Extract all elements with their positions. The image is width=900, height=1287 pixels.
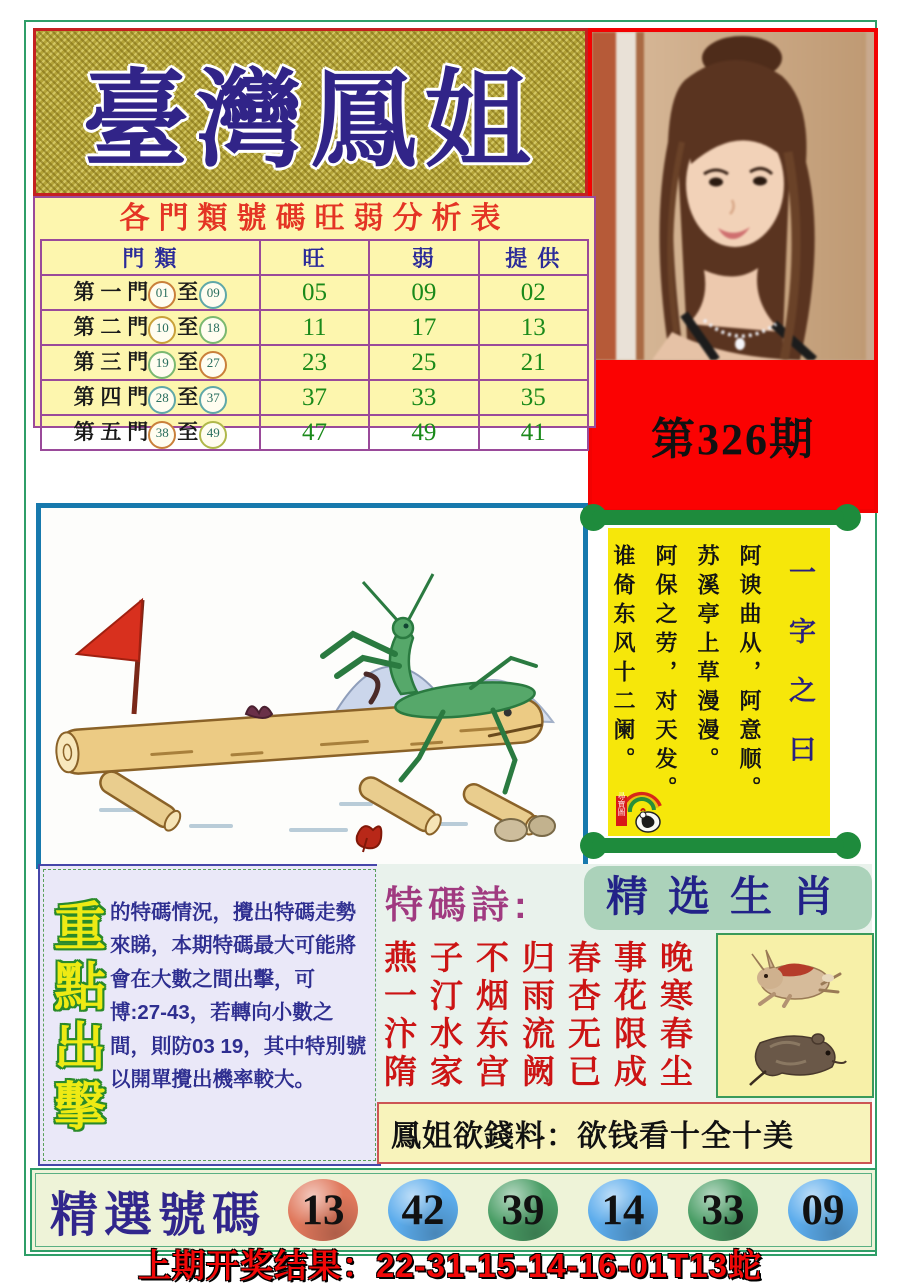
range-end-badge: 27 (199, 351, 227, 379)
key-attack-body: 的特碼情況，攪出特碼走勢來睇，本期特碼最大可能將會在大數之間出擊，可博:27-43，若轉向小數之間，則防03 19，其中特別號以開單攪出機率較大。 (110, 901, 367, 1092)
ball-number: 39 (501, 1186, 545, 1234)
logo-label-chars: 尋寶圖 (617, 792, 626, 816)
scroll-line: 苏溪亭上草漫漫。 (695, 544, 720, 776)
poem-line: 隋家宫阙已成尘 (384, 1055, 706, 1091)
range-start-badge: 38 (148, 421, 176, 449)
poem-line: 一汀烟雨杏花寒 (384, 979, 706, 1015)
range-end-badge: 49 (199, 421, 227, 449)
strong-value: 47 (260, 415, 369, 450)
zodiac-header: 精选生肖 (584, 866, 872, 930)
table-row (41, 275, 588, 310)
special-poem-lines (384, 940, 718, 1092)
to-char: 至 (177, 421, 199, 444)
key-attack-inner (43, 869, 376, 1161)
offer-value: 21 (479, 345, 588, 380)
weak-value: 09 (369, 275, 478, 310)
range-end-badge: 09 (199, 281, 227, 309)
portrait-illustration (592, 32, 866, 360)
analysis-table-title: 各門類號碼旺弱分析表 (119, 202, 510, 235)
table-row (41, 345, 588, 380)
ball-number: 42 (401, 1186, 445, 1234)
analysis-table-panel (33, 196, 596, 446)
treasure-map-logo (612, 780, 668, 836)
weak-value: 33 (369, 380, 478, 415)
col-header-strong: 旺 (260, 240, 369, 275)
cartoon-panel (36, 503, 588, 869)
offer-value: 41 (479, 415, 588, 450)
number-ball (688, 1179, 758, 1241)
range-start-badge: 10 (148, 316, 176, 344)
range-start-badge: 28 (148, 386, 176, 414)
masthead (33, 28, 588, 196)
row-label (41, 415, 260, 450)
vchar: 擊 (53, 1079, 106, 1137)
key-attack-panel (38, 864, 381, 1166)
table-header-row (41, 240, 588, 275)
range-start-badge: 01 (148, 281, 176, 309)
range-start-badge: 19 (148, 351, 176, 379)
scroll-line: 阿谀曲从，阿意顺。 (737, 544, 762, 805)
analysis-table (40, 239, 589, 451)
gate-name: 第 一 門 (73, 281, 149, 304)
money-tip-text: 鳳姐欲錢料：欲钱看十全十美 (391, 1120, 794, 1153)
table-row (41, 310, 588, 345)
poem-line: 燕子不归春事晚 (384, 941, 706, 977)
weak-value: 17 (369, 310, 478, 345)
model-photo (592, 32, 874, 360)
to-char: 至 (177, 386, 199, 409)
strong-value: 37 (260, 380, 369, 415)
number-ball (288, 1179, 358, 1241)
offer-value: 02 (479, 275, 588, 310)
number-ball (488, 1179, 558, 1241)
selected-numbers-label: 精選號碼 (50, 1188, 267, 1242)
poem-line: 汴水东流无限春 (384, 1017, 706, 1053)
strong-value: 23 (260, 345, 369, 380)
gate-name: 第 三 門 (73, 351, 149, 374)
ball-number: 09 (801, 1186, 845, 1234)
number-ball (788, 1179, 858, 1241)
number-ball (588, 1179, 658, 1241)
rainbow-rooster-icon (612, 780, 668, 836)
special-poem-label: 特碼詩: (385, 885, 532, 927)
table-row (41, 415, 588, 450)
issue-number: 第326期 (651, 414, 815, 464)
issue-banner (592, 360, 874, 509)
ball-number: 14 (601, 1186, 645, 1234)
selected-numbers-inner (35, 1173, 872, 1247)
rat-icon (740, 1027, 850, 1087)
vchar: 出 (53, 1019, 106, 1077)
rabbit-icon (740, 944, 850, 1008)
row-label (41, 310, 260, 345)
gate-name: 第 五 門 (73, 421, 149, 444)
ball-number: 13 (301, 1186, 345, 1234)
to-char: 至 (177, 316, 199, 339)
strong-value: 11 (260, 310, 369, 345)
table-row (41, 380, 588, 415)
scroll-top-bar (592, 510, 844, 525)
row-label (41, 345, 260, 380)
col-header-weak: 弱 (369, 240, 478, 275)
gate-name: 第 二 門 (73, 316, 149, 339)
scroll-line: 谁倚东风十二阑。 (611, 544, 636, 776)
scroll-line: 阿保之劳，对天发。 (653, 544, 678, 805)
offer-value: 35 (479, 380, 588, 415)
to-char: 至 (177, 281, 199, 304)
ball-number: 33 (701, 1186, 745, 1234)
offer-value: 13 (479, 310, 588, 345)
col-header-offer: 提 供 (479, 240, 588, 275)
mantis-cartoon-illustration (41, 508, 573, 854)
to-char: 至 (177, 351, 199, 374)
weak-value: 25 (369, 345, 478, 380)
weak-value: 49 (369, 415, 478, 450)
strong-value: 05 (260, 275, 369, 310)
money-tip-box (377, 1102, 872, 1164)
key-attack-vertical-title (50, 882, 110, 1138)
last-result-text: 上期开奖结果：22-31-15-14-16-01T13蛇 (137, 1247, 763, 1284)
page-title: 臺灣鳳姐 (82, 62, 539, 180)
gate-name: 第 四 門 (73, 386, 149, 409)
row-label (41, 275, 260, 310)
photo-issue-panel (588, 28, 878, 513)
col-header-category: 門 類 (41, 240, 260, 275)
range-end-badge: 18 (199, 316, 227, 344)
scroll-bottom-bar (592, 838, 844, 853)
number-ball (388, 1179, 458, 1241)
row-label (41, 380, 260, 415)
vchar: 重 (53, 899, 106, 957)
vchar: 點 (53, 959, 106, 1017)
scroll-title: 一字之曰 (785, 558, 815, 794)
zodiac-picks-box (716, 933, 874, 1098)
range-end-badge: 37 (199, 386, 227, 414)
